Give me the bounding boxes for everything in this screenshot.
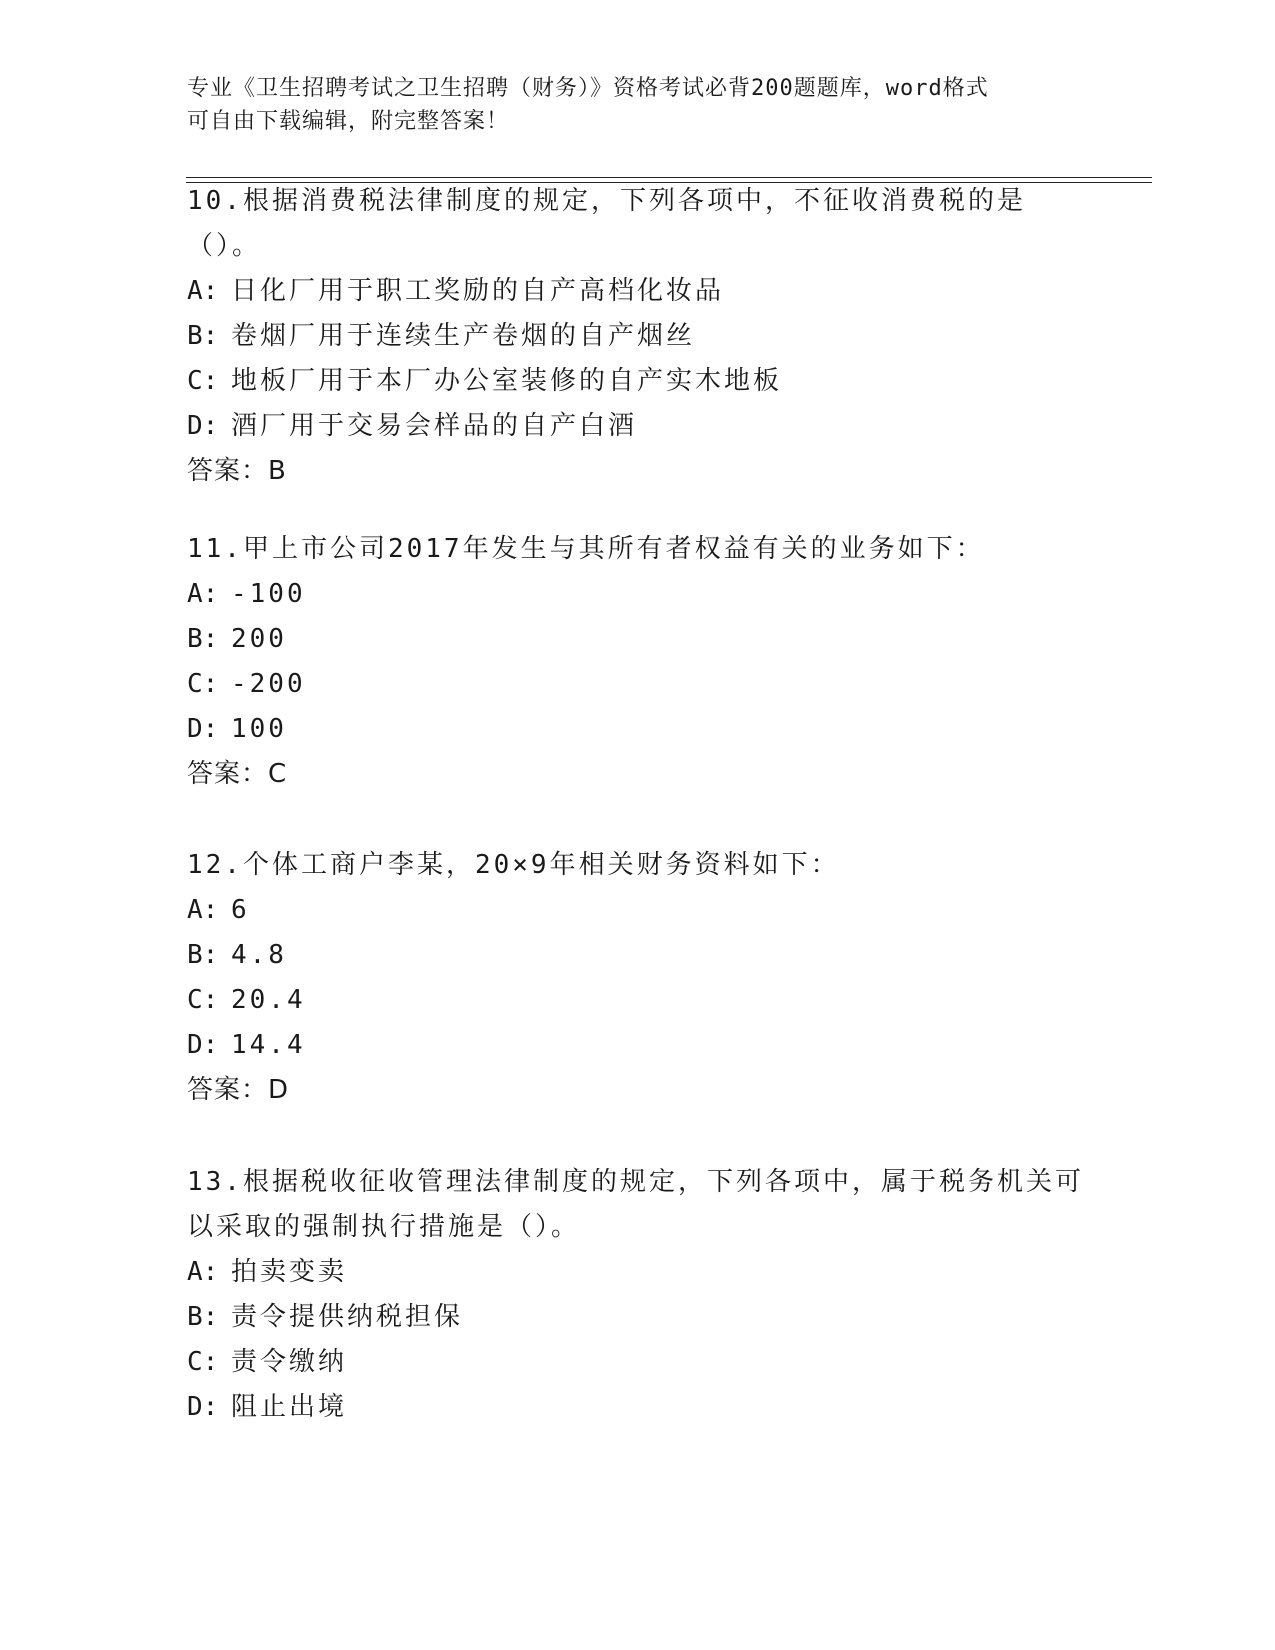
question-stem: 12.个体工商户李某，20×9年相关财务资料如下： [187, 850, 840, 880]
option-letter: D: [187, 1030, 219, 1060]
header-line-1: 专业《卫生招聘考试之卫生招聘（财务）》资格考试必背200题题库，word格式 [187, 76, 989, 101]
option-text: 责令提供纳税担保 [231, 1302, 464, 1332]
question-10 [187, 179, 1087, 494]
option-text: 日化厂用于职工奖励的自产高档化妆品 [231, 276, 725, 306]
option-letter: D: [187, 1392, 219, 1422]
option-a [187, 572, 1087, 617]
option-b [187, 617, 1087, 662]
option-text: 20.4 [231, 985, 306, 1015]
option-c [187, 1340, 1087, 1385]
option-letter: C: [187, 669, 219, 699]
header-line-2: 可自由下载编辑，附完整答案！ [187, 109, 510, 134]
option-d [187, 707, 1087, 752]
question-12 [187, 843, 1087, 1113]
document-header [187, 72, 1087, 138]
option-letter: D: [187, 411, 219, 441]
option-letter: C: [187, 366, 219, 396]
option-c [187, 359, 1087, 404]
option-letter: A: [187, 1257, 219, 1287]
option-text: 阻止出境 [231, 1392, 348, 1422]
option-letter: A: [187, 579, 219, 609]
option-d [187, 404, 1087, 449]
option-c [187, 662, 1087, 707]
option-text: 14.4 [231, 1030, 306, 1060]
option-a [187, 269, 1087, 314]
option-d [187, 1385, 1087, 1430]
option-b [187, 933, 1087, 978]
answer-line: 答案：C [187, 759, 288, 789]
question-stem: 13.根据税收征收管理法律制度的规定，下列各项中，属于税务机关可以采取的强制执行措施是（）。 [187, 1167, 1084, 1242]
option-a [187, 1250, 1087, 1295]
option-letter: A: [187, 276, 219, 306]
option-text: 6 [231, 895, 250, 925]
option-text: -100 [231, 579, 306, 609]
option-d [187, 1023, 1087, 1068]
question-stem: 10.根据消费税法律制度的规定，下列各项中，不征收消费税的是（）。 [187, 186, 1026, 261]
answer-line: 答案：B [187, 456, 287, 486]
option-letter: C: [187, 985, 219, 1015]
header-divider-top [186, 177, 1152, 178]
option-letter: C: [187, 1347, 219, 1377]
option-b [187, 1295, 1087, 1340]
option-letter: A: [187, 895, 219, 925]
option-letter: B: [187, 940, 219, 970]
option-text: 4.8 [231, 940, 287, 970]
option-c [187, 978, 1087, 1023]
option-text: 酒厂用于交易会样品的自产白酒 [231, 411, 638, 441]
option-text: 拍卖变卖 [231, 1257, 348, 1287]
option-letter: B: [187, 624, 219, 654]
option-text: 100 [231, 714, 287, 744]
option-letter: D: [187, 714, 219, 744]
option-letter: B: [187, 321, 219, 351]
answer-line: 答案：D [187, 1075, 290, 1105]
option-text: 卷烟厂用于连续生产卷烟的自产烟丝 [231, 321, 696, 351]
option-letter: B: [187, 1302, 219, 1332]
option-a [187, 888, 1087, 933]
question-13 [187, 1160, 1087, 1430]
question-stem: 11.甲上市公司2017年发生与其所有者权益有关的业务如下： [187, 534, 985, 564]
option-text: -200 [231, 669, 306, 699]
option-text: 责令缴纳 [231, 1347, 348, 1377]
option-text: 200 [231, 624, 287, 654]
question-11 [187, 527, 1087, 797]
option-text: 地板厂用于本厂办公室装修的自产实木地板 [231, 366, 783, 396]
option-b [187, 314, 1087, 359]
